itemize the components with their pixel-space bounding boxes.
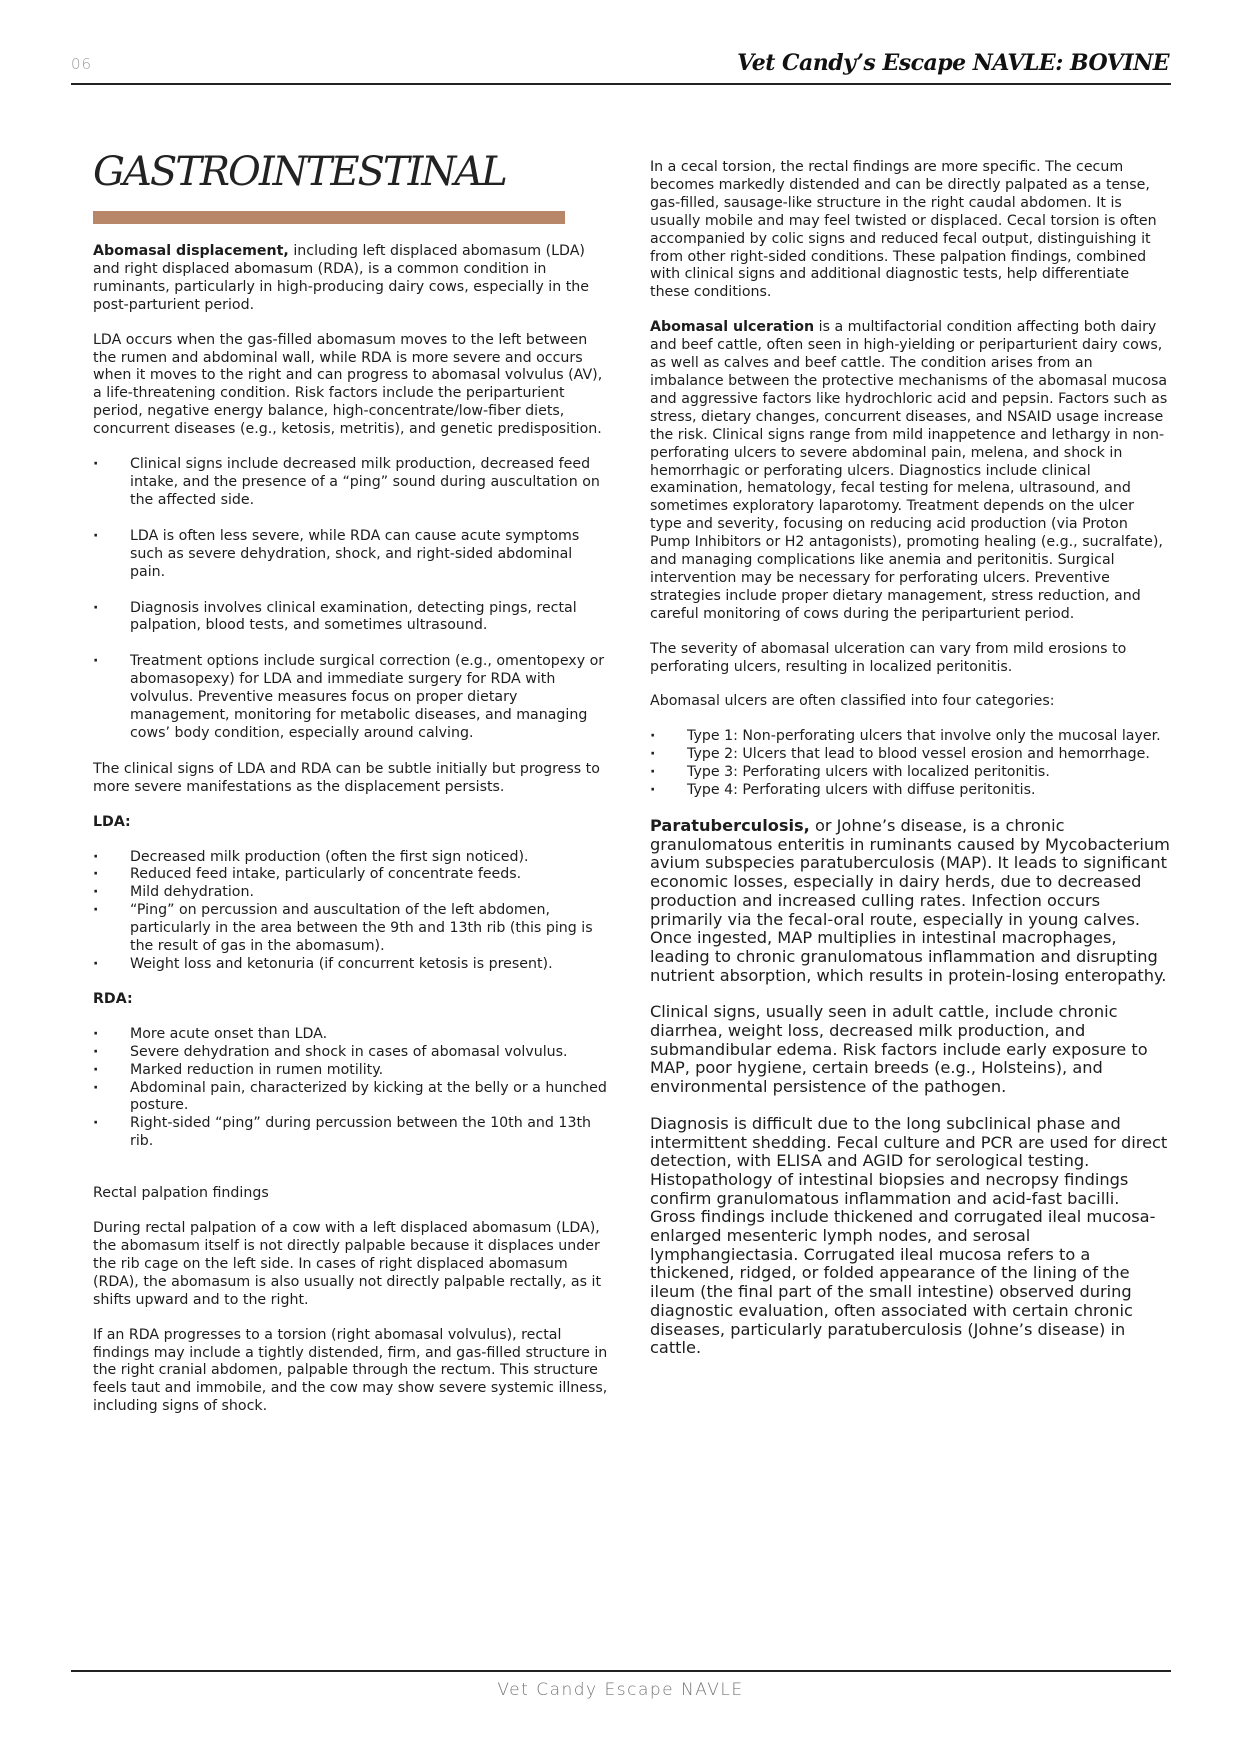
paratuberculosis-diagnosis-paragraph: Diagnosis is difficult due to the long subclinical phase and intermittent shedding. Fecal culture and PCR are used for direct detection, with ELISA and AGID for serological testing. Histopathology of intestinal biopsies and necropsy findings confirm granulomatous inflammation and acid-fast bacilli. Gross findings include thickened and corrugated ileal mucosa- enlarged mesenteric lymph nodes, and serosal lymphangiectasia. Corrugated ileal mucosa refers to a thickened, ridged, or folded appearance of the lining of the ileum (the final part of the small intestine) observed during diagnostic evaluation, often associated with certain chronic diseases, particularly paratuberculosis (Johne’s disease) in cattle. — [650, 1113, 1168, 1358]
lda-heading: LDA: — [93, 813, 131, 830]
footer-text: Vet Candy Escape NAVLE — [497, 1680, 744, 1700]
list-item: · Type 2: Ulcers that lead to blood vessel erosion and hemorrhage. — [650, 746, 1170, 764]
intro-paragraph — [93, 243, 609, 315]
abomasal-ulceration-paragraph — [650, 319, 1170, 623]
left-column — [93, 150, 609, 1433]
list-item: · Severe dehydration and shock in cases of abomasal volvulus. — [93, 1044, 609, 1062]
list-item: · “Ping” on percussion and auscultation of the left abdomen, particularly in the area between the 9th and 13th rib (this ping is the result of gas in the abomasum). — [93, 902, 609, 956]
rectal-palpation-heading: Rectal palpation findings — [93, 1185, 269, 1202]
ulceration-term: Abomasal ulceration — [650, 319, 815, 336]
list-item: · Right-sided “ping” during percussion between the 10th and 13th rib. — [93, 1115, 609, 1151]
list-item: · Reduced feed intake, particularly of concentrate feeds. — [93, 866, 609, 884]
ulcer-severity-paragraph: The severity of abomasal ulceration can vary from mild erosions to perforating ulcers, resulting in localized peritonitis. — [650, 640, 1127, 675]
running-title: Vet Candy’s Escape NAVLE: BOVINE — [737, 50, 1169, 76]
list-item: · LDA is often less severe, while RDA can cause acute symptoms such as severe dehydration, shock, and right-sided abdominal pain. — [93, 528, 609, 582]
list-item: · Type 3: Perforating ulcers with localized peritonitis. — [650, 764, 1170, 782]
list-item: · Type 1: Non-perforating ulcers that involve only the mucosal layer. — [650, 728, 1170, 746]
header-divider — [71, 83, 1171, 85]
list-item: · Mild dehydration. — [93, 884, 609, 902]
list-item: · Weight loss and ketonuria (if concurrent ketosis is present). — [93, 956, 609, 974]
section-title: GASTROINTESTINAL — [93, 149, 506, 195]
paratuberculosis-section — [650, 817, 1170, 1358]
paratuberculosis-clinical-paragraph: Clinical signs, usually seen in adult cattle, include chronic diarrhea, weight loss, decreased milk production, and submandibular edema. Risk factors include early exposure to MAP, poor hygiene, certain breeds (e.g., Holsteins), and environmental persistence of the pathogen. — [650, 1002, 1148, 1097]
ulcer-types-list — [650, 728, 1170, 800]
list-item: · Treatment options include surgical correction (e.g., omentopexy or abomasopexy) for LDA and immediate surgery for RDA with volvulus. Preventive measures focus on proper dietary management, monitoring for metabolic diseases, and managing cows’ body condition, especially around calving. — [93, 653, 609, 743]
list-item: · Abdominal pain, characterized by kicking at the belly or a hunched posture. — [93, 1080, 609, 1116]
list-item: · More acute onset than LDA. — [93, 1026, 609, 1044]
paratuberculosis-text: or Johne’s disease, is a chronic granulomatous enteritis in ruminants caused by Mycobacterium avium subspecies paratuberculosis (MAP). It leads to significant economic losses, especially in dairy herds, due to decreased production and increased culling rates. Infection occurs primarily via the fecal-oral route, especially in young calves. Once ingested, MAP multiplies in intestinal macrophages, leading to chronic granulomatous inflammation and disrupting nutrient absorption, which results in protein-losing enteropathy. — [650, 816, 1170, 985]
paratuberculosis-paragraph — [650, 817, 1170, 985]
title-accent-bar — [93, 211, 565, 224]
list-item: · Clinical signs include decreased milk production, decreased feed intake, and the presence of a “ping” sound during auscultation on the affected side. — [93, 456, 609, 510]
rda-heading: RDA: — [93, 990, 133, 1007]
rectal-palpation-paragraph: During rectal palpation of a cow with a left displaced abomasum (LDA), the abomasum itself is not directly palpable because it displaces under the rib cage on the left side. In cases of right displaced abomasum (RDA), the abomasum is also usually not directly palpable rectally, as it shifts upward and to the right. — [93, 1220, 602, 1308]
footer-divider — [71, 1670, 1171, 1672]
list-item: · Type 4: Perforating ulcers with diffuse peritonitis. — [650, 782, 1170, 800]
displacement-bullets — [93, 456, 609, 743]
rda-list — [93, 1026, 609, 1151]
clinical-signs-paragraph: The clinical signs of LDA and RDA can be subtle initially but progress to more severe manifestations as the displacement persists. — [93, 760, 600, 795]
list-item: · Diagnosis involves clinical examination, detecting pings, rectal palpation, blood tests, and sometimes ultrasound. — [93, 600, 609, 636]
right-column — [650, 159, 1170, 1376]
list-item: · Decreased milk production (often the first sign noticed). — [93, 849, 609, 867]
list-item: · Marked reduction in rumen motility. — [93, 1062, 609, 1080]
intro-term: Abomasal displacement, — [93, 243, 289, 259]
ulceration-text: is a multifactorial condition affecting both dairy and beef cattle, often seen in high-yielding or periparturient dairy cows, as well as calves and beef cattle. The condition arises from an imbalance between the protective mechanisms of the abomasal mucosa and aggressive factors like hydrochloric acid and pepsin. Factors such as stress, dietary changes, concurrent diseases, and NSAID usage increase the risk. Clinical signs range from mild inappetence and lethargy in non-perforating ulcers to severe abdominal pain, melena, and shock in hemorrhagic or perforating ulcers. Diagnostics include clinical examination, hematology, fecal testing for melena, ultrasound, and sometimes exploratory laparotomy. Treatment depends on the ulcer type and severity, focusing on reducing acid production (via Proton Pump Inhibitors or H2 antagonists), promoting healing (e.g., sucralfate), and managing complications like anemia and peritonitis. Surgical intervention may be necessary for perforating ulcers. Preventive strategies include proper dietary management, stress reduction, and careful monitoring of cows during the periparturient period. — [650, 319, 1168, 622]
intro-text: including left displaced abomasum (LDA) and right displaced abomasum (RDA), is a common condition in ruminants, particularly in high-producing dairy cows, especially in the post-parturient period. — [93, 243, 590, 313]
paratuberculosis-term: Paratuberculosis, — [650, 816, 810, 835]
lda-list — [93, 849, 609, 974]
ulcer-categories-paragraph: Abomasal ulcers are often classified into four categories: — [650, 693, 1055, 710]
cecal-torsion-paragraph: In a cecal torsion, the rectal findings are more specific. The cecum becomes markedly distended and can be directly palpated as a tense, gas-filled, sausage-like structure in the right caudal abdomen. It is usually mobile and may feel twisted or displaced. Cecal torsion is often accompanied by colic signs and reduced fecal output, distinguishing it from other right-sided conditions. These palpation findings, combined with clinical signs and additional diagnostic tests, help differentiate these conditions. — [650, 159, 1157, 301]
lda-rda-paragraph: LDA occurs when the gas-filled abomasum moves to the left between the rumen and abdominal wall, while RDA is more severe and occurs when it moves to the right and can progress to abomasal volvulus (AV), a life-threatening condition. Risk factors include the periparturient period, negative energy balance, high-concentrate/low-fiber diets, concurrent diseases (e.g., ketosis, metritis), and genetic predisposition. — [93, 331, 603, 438]
rda-torsion-paragraph: If an RDA progresses to a torsion (right abomasal volvulus), rectal findings may include a tightly distended, firm, and gas-filled structure in the right cranial abdomen, palpable through the rectum. This structure feels taut and immobile, and the cow may show severe systemic illness, including signs of shock. — [93, 1326, 608, 1415]
page-number: 06 — [71, 55, 93, 73]
